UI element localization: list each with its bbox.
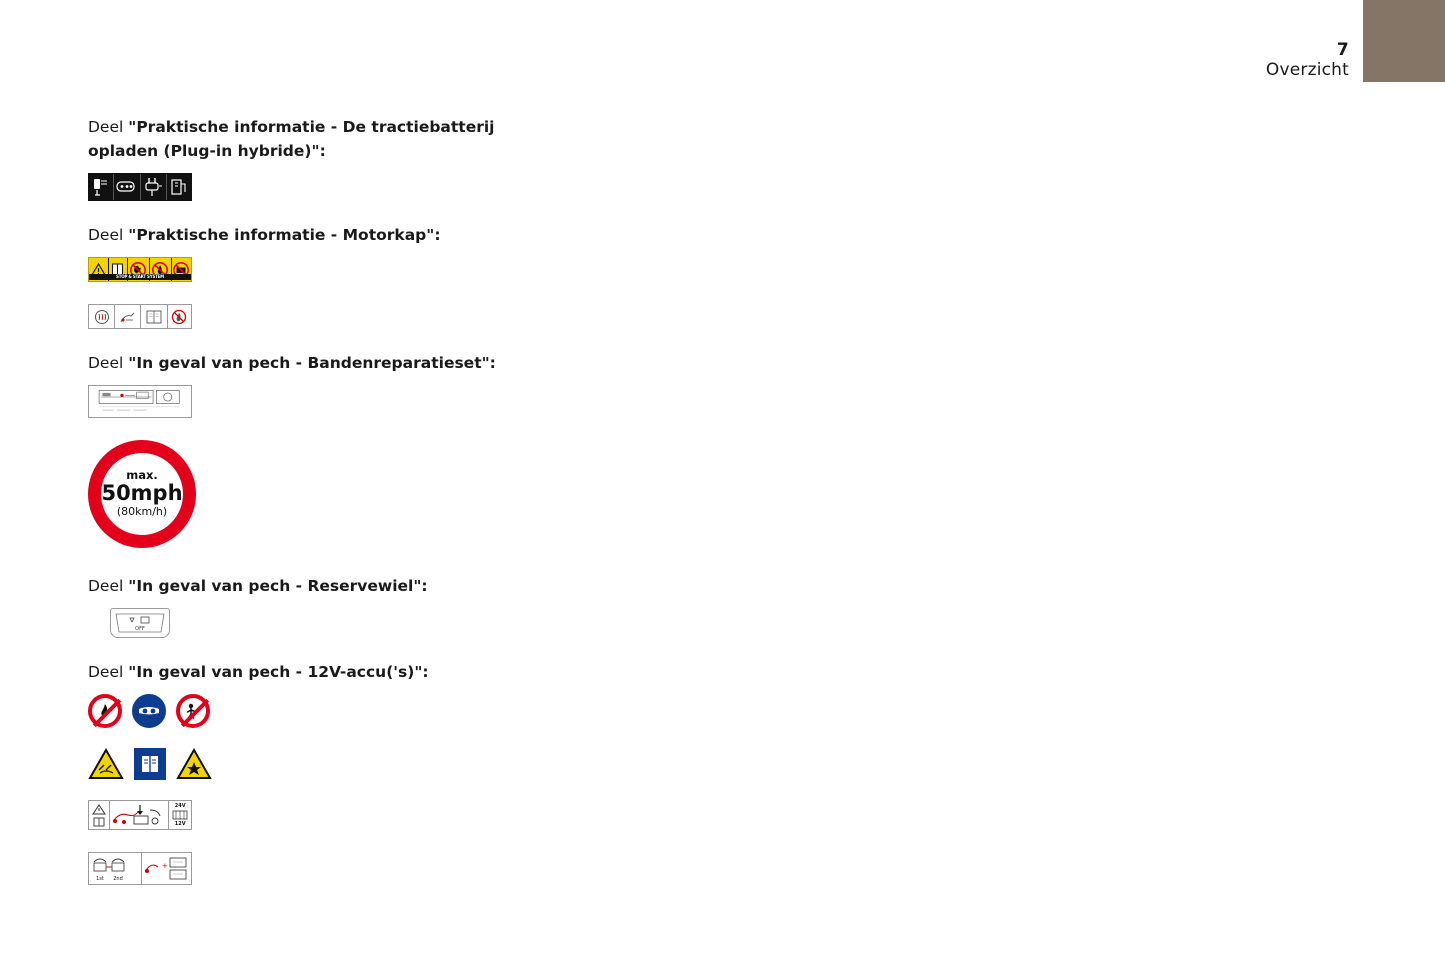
tyre-repair-kit-label <box>88 385 192 418</box>
section-lead-3: Deel <box>88 354 129 373</box>
page-section-title: Overzicht <box>1265 60 1349 81</box>
eye-protection-info-sign <box>132 694 166 728</box>
section-reservewiel <box>88 574 988 638</box>
section-plugin-hybride <box>88 115 988 201</box>
no-open-flame-icon <box>168 304 191 329</box>
voltage-24v-12v-icon <box>169 800 191 830</box>
page-number: 7 <box>1336 40 1349 60</box>
page-header <box>1266 40 1349 81</box>
hot-surface-icon <box>89 304 114 329</box>
charging-cable-icon <box>89 173 113 201</box>
charging-plug-icon <box>140 173 165 201</box>
plugin-charging-label-dark <box>88 173 192 201</box>
document-content <box>88 115 988 907</box>
section-12v-accu <box>88 660 988 885</box>
stop-start-system-text: STOP & START SYSTEM <box>89 274 191 280</box>
stop-start-warning-label <box>88 257 192 282</box>
spare-wheel-label <box>110 608 170 638</box>
acid-splash-icon <box>88 748 124 780</box>
section-bandenreparatieset <box>88 351 988 548</box>
section-lead-5: Deel <box>88 663 129 682</box>
warning-manual-icon <box>89 800 109 830</box>
voltage-12v-label: 12V <box>174 821 186 828</box>
sticker-row-spare-wheel <box>110 608 988 638</box>
speed-limit-roundel <box>88 440 196 548</box>
section-title-3: "In geval van pech - Bandenreparatieset": <box>128 354 496 373</box>
no-children-prohibition-sign <box>176 694 210 728</box>
section-heading <box>88 115 508 163</box>
manual-read-icon <box>141 304 166 329</box>
fan-blade-icon <box>115 304 140 329</box>
section-heading <box>88 660 508 684</box>
corrosive-warning-sign <box>88 748 124 780</box>
goggles-icon <box>138 704 160 718</box>
section-lead-1: Deel <box>88 118 129 136</box>
speed-value: 50mph <box>101 481 183 506</box>
sticker-row-plugin <box>88 173 988 201</box>
section-heading <box>88 574 508 598</box>
explosion-warning-sign <box>176 748 212 780</box>
esp-off-icon <box>113 610 167 636</box>
battery-charging-steps-label <box>88 852 192 885</box>
sticker-row-charging-steps <box>88 852 988 885</box>
terminal-polarity-icon <box>141 852 191 885</box>
engine-bay-caution-label <box>88 304 192 329</box>
speed-max-label: max. <box>126 467 158 482</box>
no-flame-prohibition-sign <box>88 694 122 728</box>
manual-book-icon <box>140 754 160 774</box>
jumpstart-diagram-icon <box>110 800 169 830</box>
section-title-1: "Praktische informatie - De tractiebatterij opladen (Plug-in hybride)": <box>88 118 495 161</box>
sticker-row-jumpstart <box>88 800 988 830</box>
charge-station-icon <box>167 173 191 201</box>
header-corner-block <box>1363 0 1445 82</box>
sticker-row-tyre-kit <box>88 385 988 418</box>
svg-text:2nd: 2nd <box>112 876 123 883</box>
charge-port-icon <box>114 173 139 201</box>
svg-text:1st: 1st <box>95 876 104 883</box>
row-round-signs <box>88 694 988 728</box>
explosion-icon <box>176 748 212 780</box>
charging-steps-1st-2nd-icon <box>89 852 141 885</box>
svg-text:+: + <box>162 862 169 871</box>
section-title-5: "In geval van pech - 12V-accu('s)": <box>128 663 429 682</box>
tyre-sealant-diagram-icon <box>91 388 189 415</box>
section-title-2: "Praktische informatie - Motorkap": <box>128 226 441 245</box>
svg-text:OFF: OFF <box>135 626 145 633</box>
battery-jumpstart-label <box>88 800 192 830</box>
section-heading <box>88 223 508 247</box>
section-heading <box>88 351 508 375</box>
row-warning-signs <box>88 748 988 780</box>
read-manual-sign <box>134 748 166 780</box>
section-motorkap <box>88 223 988 329</box>
voltage-24v-label: 24V <box>174 803 186 810</box>
section-lead-2: Deel <box>88 226 129 245</box>
section-title-4: "In geval van pech - Reservewiel": <box>128 577 428 596</box>
sticker-row-engine-bay <box>88 304 988 329</box>
speed-value-metric: (80km/h) <box>116 505 168 519</box>
section-lead-4: Deel <box>88 577 129 596</box>
sticker-row-stopstart <box>88 257 988 282</box>
